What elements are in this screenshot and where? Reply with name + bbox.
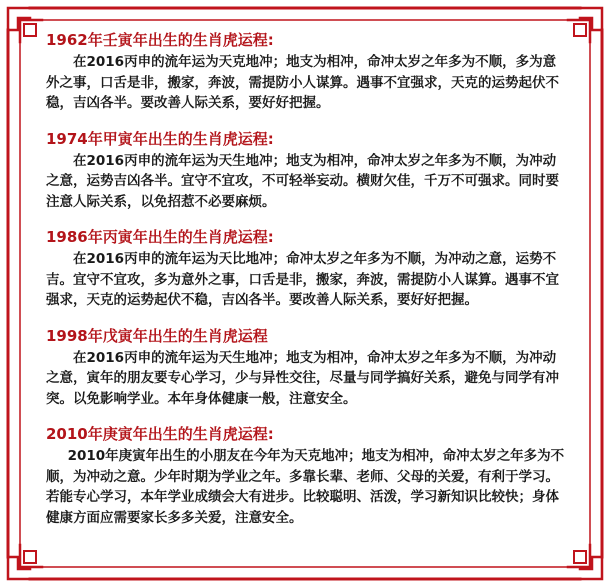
section-title: 1998年戊寅年出生的生肖虎运程 [46,326,268,345]
section-1962 [46,30,566,114]
section-1986 [46,227,566,311]
section-body: 在2016丙申的流年运为天生地冲；地支为相冲，命冲太岁之年多为不顺，为冲动之意，运势吉凶各半。宜守不宜攻，不可轻举妄动。横财欠佳，千万不可强求。同时要注意人际关系，以免招惹不必要麻烦。 [46,152,559,210]
section-title: 1986年丙寅年出生的生肖虎运程: [46,228,274,246]
section-1974 [46,129,566,213]
section-title: 1974年甲寅年出生的生肖虎运程: [46,129,274,148]
section-body: 在2016丙申的流年运为天生地冲；地支为相冲，命冲太岁之年多为不顺，为冲动之意，寅年的朋友要专心学习，少与异性交往，尽量与同学搞好关系，避免与同学有冲突。以免影响学业。本年身体健康一般，注意安全。 [46,349,559,407]
section-body: 2010年庚寅年出生的小朋友在今年为天克地冲；地支为相冲，命冲太岁之年多为不顺，为冲动之意。少年时期为学业之年。多靠长辈、老师、父母的关爱，有利于学习。若能专心学习，本年学业成绩会大有进步。比较聪明、活泼，学习新知识比较快；身体健康方面应需要家长多多关爱，注意安全。 [46,448,565,526]
section-body: 在2016丙申的流年运为天比地冲；命冲太岁之年多为不顺，为冲动之意，运势不吉。宜守不宜攻，多为意外之事，口舌是非，搬家，奔波，需提防小人谋算。遇事不宜强求，天克的运势起伏不稳，吉凶各半。要改善人际关系，要好好把握。 [46,251,559,308]
section-body: 在2016丙申的流年运为天克地冲；地支为相冲，命冲太岁之年多为不顺，多为意外之事，口舌是非，搬家，奔波，需提防小人谋算。遇事不宜强求，天克的运势起伏不稳，吉凶各半。要改善人际关系，要好好把握。 [46,54,559,111]
section-2010 [46,424,566,528]
section-1998 [46,326,566,410]
section-title: 1962年壬寅年出生的生肖虎运程: [46,31,274,49]
horoscope-content [46,30,566,543]
section-title: 2010年庚寅年出生的生肖虎运程: [46,425,274,443]
